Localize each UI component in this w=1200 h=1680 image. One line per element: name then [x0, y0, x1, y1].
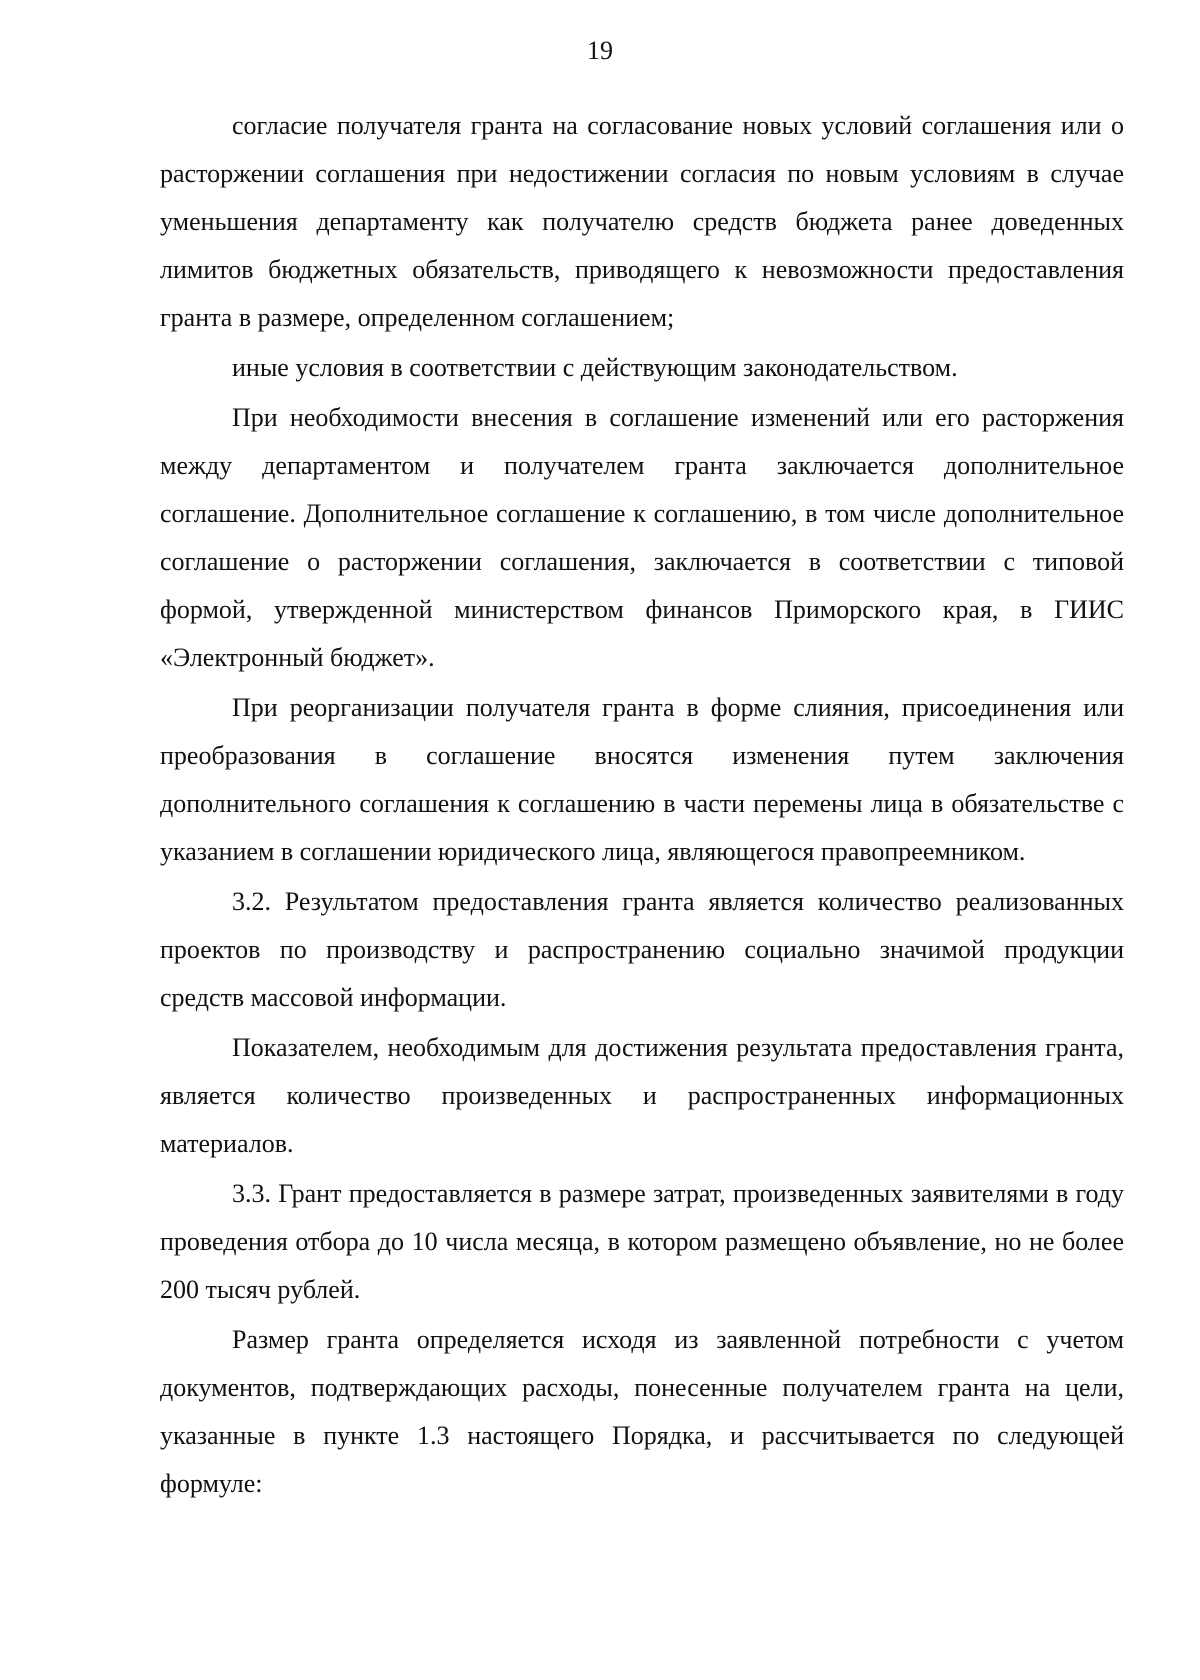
paragraph-agreement-conditions: согласие получателя гранта на согласование новых условий соглашения или о расторжении соглашения при недостижении согласия по новым условиям в случае уменьшения департаменту как получателю средств бюджета ранее доведенных лимитов бюджетных обязательств, приводящего к невозможности предоставления гранта в размере, определенном соглашением;	[160, 111, 1124, 332]
paragraph-3-2-result: 3.2. Результатом предоставления гранта является количество реализованных проектов по производству и распространению социально значимой продукции средств массовой информации.	[160, 887, 1124, 1012]
paragraph-3-3-grant-amount: 3.3. Грант предоставляется в размере затрат, произведенных заявителями в году проведения отбора до 10 числа месяца, в котором размещено объявление, но не более 200 тысяч рублей.	[160, 1179, 1124, 1304]
paragraph-additional-agreement: При необходимости внесения в соглашение изменений или его расторжения между департаментом и получателем гранта заключается дополнительное соглашение. Дополнительное соглашение к соглашению, в том числе дополнительное соглашение о расторжении соглашения, заключается в соответствии с типовой формой, утвержденной министерством финансов Приморского края, в ГИИС «Электронный бюджет».	[160, 403, 1124, 672]
paragraph-reorganization: При реорганизации получателя гранта в форме слияния, присоединения или преобразования в соглашение вносятся изменения путем заключения дополнительного соглашения к соглашению в части перемены лица в обязательстве с указанием в соглашении юридического лица, являющегося правопреемником.	[160, 693, 1124, 866]
document-body	[160, 102, 1124, 1508]
paragraph-indicator: Показателем, необходимым для достижения результата предоставления гранта, является количество произведенных и распространенных информационных материалов.	[160, 1033, 1124, 1158]
paragraph-other-conditions: иные условия в соответствии с действующим законодательством.	[232, 353, 958, 382]
paragraph-grant-formula-intro: Размер гранта определяется исходя из заявленной потребности с учетом документов, подтверждающих расходы, понесенные получателем гранта на цели, указанные в пункте 1.3 настоящего Порядка, и рассчитывается по следующей формуле:	[160, 1325, 1124, 1498]
page-number: 19	[587, 36, 613, 65]
